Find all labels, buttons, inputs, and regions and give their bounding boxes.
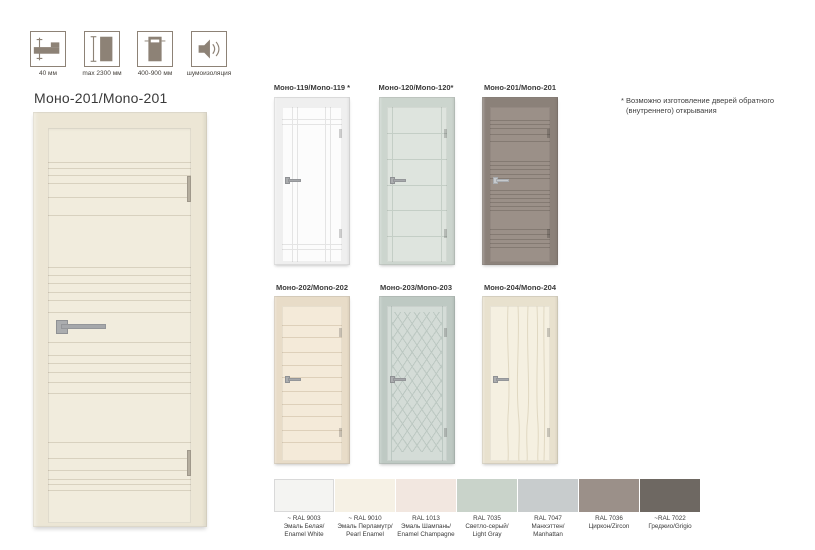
color-swatch-ral-9010[interactable] (335, 479, 395, 512)
feature-label-sound: шумоизоляция (186, 70, 232, 77)
door-thickness-glyph (31, 32, 65, 66)
feature-label-thickness: 40 мм (39, 70, 57, 77)
door-handle-lever (288, 378, 301, 381)
door-hinge (547, 328, 550, 337)
swatch-label-ral-1013: RAL 1013 Эмаль Шампань/ Enamel Champagne (397, 515, 455, 539)
feature-label-height: max 2300 мм (82, 70, 122, 77)
swatch-label-ral-9003: ~ RAL 9003 Эмаль Белая/ Enamel White (283, 515, 325, 539)
door-handle-lever (61, 324, 106, 329)
swatch-label-ral-7022: ~RAL 7022 Греджио/Grigio (648, 515, 692, 531)
color-swatch-ral-7035[interactable] (457, 479, 517, 512)
door-thumbnail-mono-203[interactable] (379, 296, 455, 464)
model-label-mono-203: Моно-203/Mono-203 (379, 283, 453, 292)
color-swatch-ral-9003[interactable] (274, 479, 334, 512)
door-thickness-icon (30, 31, 66, 67)
production-note (621, 96, 815, 116)
sound-insulation-icon (191, 31, 227, 67)
door-leaf (387, 107, 447, 262)
door-width-glyph (138, 32, 172, 66)
door-hinge (444, 229, 447, 238)
door-hinge (339, 328, 342, 337)
door-thumbnail-mono-119[interactable] (274, 97, 350, 265)
door-handle-lever (288, 179, 301, 182)
door-handle-lever (393, 179, 406, 182)
speaker-glyph (192, 32, 226, 66)
door-leaf (282, 107, 342, 262)
production-note-line2: (внутреннего) открывания (626, 106, 717, 116)
swatch-label-ral-9010: ~ RAL 9010 Эмаль Перламутр/ Pearl Enamel (337, 515, 393, 539)
door-thumbnail-mono-120[interactable] (379, 97, 455, 265)
diamond-pattern (392, 312, 442, 452)
door-hinge (339, 229, 342, 238)
door-hinge (444, 428, 447, 437)
door-hinge (187, 450, 191, 476)
main-door-image (33, 112, 207, 527)
door-height-glyph (85, 32, 119, 66)
model-label-mono-204: Моно-204/Mono-204 (483, 283, 557, 292)
door-handle-lever (393, 378, 406, 381)
feature-label-width: 400-900 мм (137, 70, 173, 77)
door-hinge (187, 176, 191, 202)
door-hinge (547, 129, 550, 138)
swatch-label-ral-7047: RAL 7047 Манхэттен/ Manhattan (531, 515, 565, 539)
swatch-label-ral-7036: RAL 7036 Циркон/Zircon (588, 515, 630, 531)
door-leaf (490, 107, 550, 262)
production-note-line1: * Возможно изготовление дверей обратного (621, 96, 775, 105)
model-label-mono-202: Моно-202/Mono-202 (275, 283, 349, 292)
door-hinge (444, 328, 447, 337)
door-thumbnail-mono-204[interactable] (482, 296, 558, 464)
door-width-icon (137, 31, 173, 67)
door-hinge (444, 129, 447, 138)
door-hinge (547, 428, 550, 437)
page-title: Моно-201/Mono-201 (34, 90, 168, 106)
color-swatch-ral-7036[interactable] (579, 479, 639, 512)
swatch-label-ral-7035: RAL 7035 Светло-серый/ Light Gray (465, 515, 509, 539)
door-handle-lever (496, 378, 509, 381)
model-label-mono-119: Моно-119/Mono-119 * (273, 83, 351, 92)
main-door-leaf (48, 128, 191, 523)
door-thumbnail-mono-201[interactable] (482, 97, 558, 265)
door-hinge (339, 129, 342, 138)
door-thumbnail-mono-202[interactable] (274, 296, 350, 464)
door-leaf (282, 306, 342, 461)
wave-pattern (490, 306, 550, 461)
color-swatch-ral-7047[interactable] (518, 479, 578, 512)
door-leaf (387, 306, 447, 461)
door-handle-lever (496, 179, 509, 182)
model-label-mono-120: Моно-120/Mono-120* (378, 83, 454, 92)
door-hinge (547, 229, 550, 238)
door-height-icon (84, 31, 120, 67)
door-leaf (490, 306, 550, 461)
door-hinge (339, 428, 342, 437)
color-swatch-ral-1013[interactable] (396, 479, 456, 512)
color-swatch-ral-7022[interactable] (640, 479, 700, 512)
model-label-mono-201: Моно-201/Mono-201 (483, 83, 557, 92)
